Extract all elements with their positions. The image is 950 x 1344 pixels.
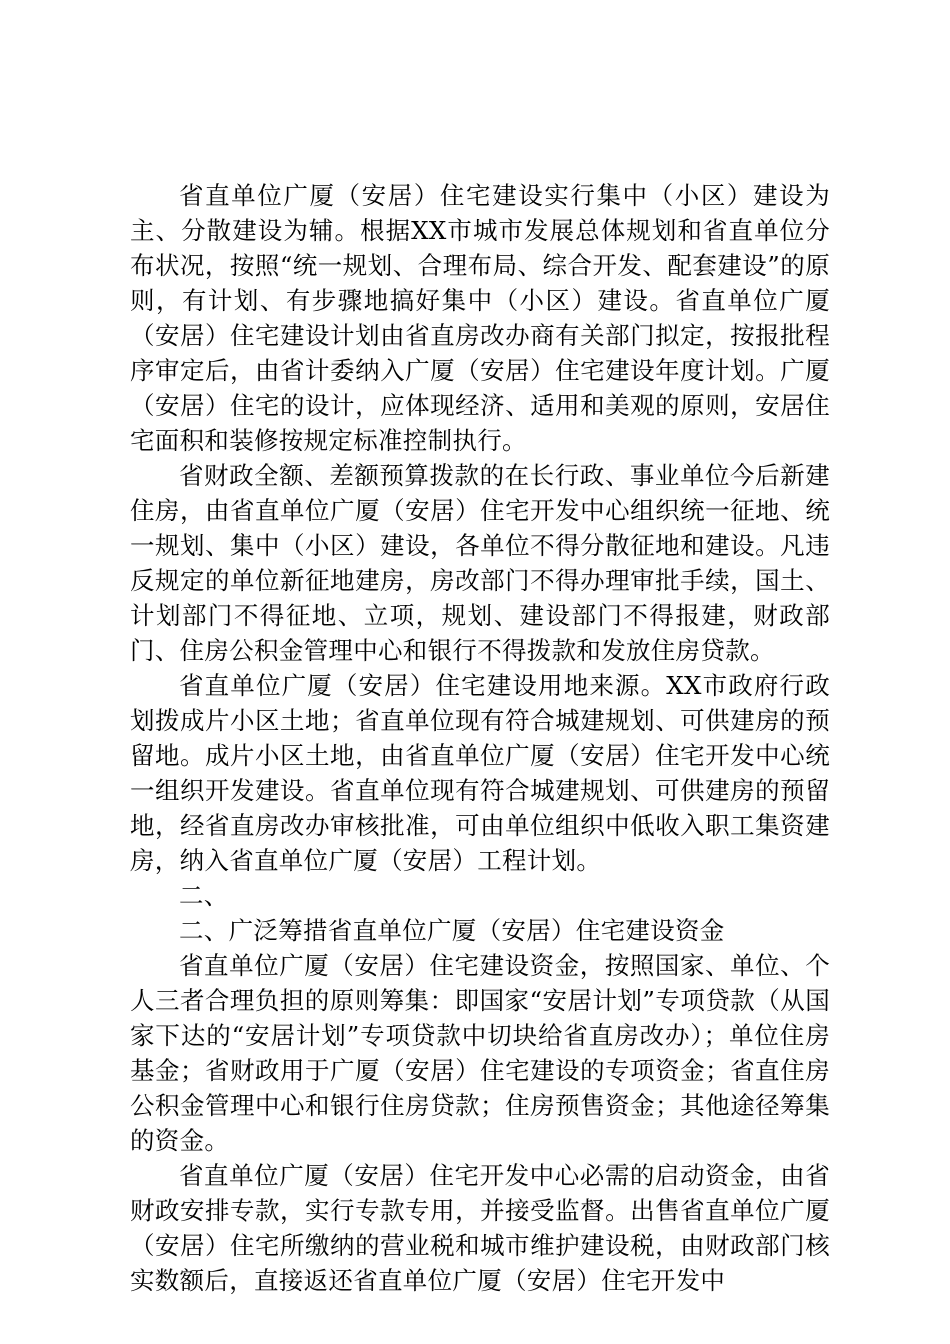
section-number: 二、 (179, 881, 229, 910)
paragraph-startup-funds: 省直单位广厦（安居）住宅开发中心必需的启动资金，由省财政安排专款，实行专款专用，并接受监督。出售省直单位广厦（安居）住宅所缴纳的营业税和城市维护建设税，由财政部门核实数额后，直接返还省直单位广厦（安居）住宅开发中 (130, 1161, 830, 1295)
section-heading-funding: 二、广泛筹措省直单位广厦（安居）住宅建设资金 (179, 916, 725, 945)
paragraph-land-sources: 省直单位广厦（安居）住宅建设用地来源。XX市政府行政划拨成片小区土地；省直单位现有符合城建规划、可供建房的预留地。成片小区土地，由省直单位广厦（安居）住宅开发中心统一组织开发建设。省直单位现有符合城建规划、可供建房的预留地，经省直房改办审核批准，可由单位组织中低收入职工集资建房，纳入省直单位广厦（安居）工程计划。 (130, 671, 830, 875)
paragraph-funding-sources: 省直单位广厦（安居）住宅建设资金，按照国家、单位、个人三者合理负担的原则筹集：即国家“安居计划”专项贷款（从国家下达的“安居计划”专项贷款中切块给省直房改办）；单位住房基金；省财政用于广厦（安居）住宅建设的专项资金；省直住房公积金管理中心和银行住房贷款；住房预售资金；其他途径筹集的资金。 (130, 951, 830, 1155)
paragraph-planning-principles: 省直单位广厦（安居）住宅建设实行集中（小区）建设为主、分散建设为辅。根据XX市城市发展总体规划和省直单位分布状况，按照“统一规划、合理布局、综合开发、配套建设”的原则，有计划、有步骤地搞好集中（小区）建设。省直单位广厦（安居）住宅建设计划由省直房改办商有关部门拟定，按报批程序审定后，由省计委纳入广厦（安居）住宅建设年度计划。广厦（安居）住宅的设计，应体现经济、适用和美观的原则，安居住宅面积和装修按规定标准控制执行。 (130, 181, 830, 455)
document-body (130, 178, 830, 1298)
paragraph-land-acquisition-rules: 省财政全额、差额预算拨款的在长行政、事业单位今后新建住房，由省直单位广厦（安居）住宅开发中心组织统一征地、统一规划、集中（小区）建设，各单位不得分散征地和建设。凡违反规定的单位新征地建房，房改部门不得办理审批手续，国土、计划部门不得征地、立项，规划、建设部门不得报建，财政部门、住房公积金管理中心和银行不得拨款和发放住房贷款。 (130, 461, 830, 665)
